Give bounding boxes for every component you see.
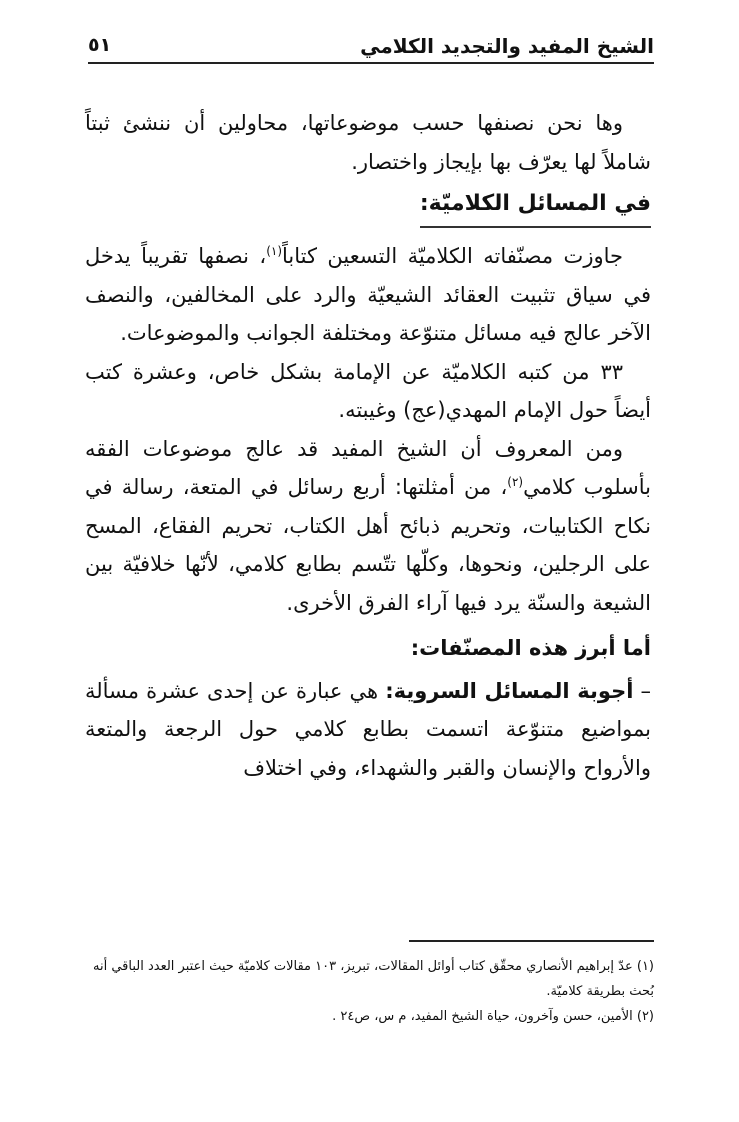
paragraph-1	[85, 237, 651, 353]
footnote-ref-1[interactable]: (١)	[266, 244, 283, 258]
list-item-title: أجوبة المسائل السروية:	[385, 678, 634, 703]
paragraph-3-start: ومن المعروف أن الشيخ المفيد قد عالج موضوعات الفقه بأسلوب كلامي	[85, 436, 651, 499]
list-dash: –	[640, 678, 651, 703]
header-rule	[88, 62, 654, 64]
paragraph-1-end: ، نصفها تقريباً يدخل في سياق تثبيت العقائد الشيعيّة والرد على المخالفين، والنصف الآخر عالج فيه مسائل متنوّعة ومختلفة الجوانب والموضوعات.	[85, 244, 651, 345]
section-heading-block	[85, 187, 651, 228]
subheading: أما أبرز هذه المصنّفات:	[410, 636, 651, 660]
paragraph-3-end: ، من أمثلتها: أربع رسائل في المتعة، رسالة في نكاح الكتابيات، وتحريم ذبائح أهل الكتاب، تحريم الفقاع، المسح على الرجلين، ونحوها، وكلّها تتّسم بطابع كلامي، لأنّها خلافيّة بين الشيعة والسنّة يرد فيها آراء الفرق الأخرى.	[85, 475, 651, 615]
paragraph-3	[85, 430, 651, 623]
intro-paragraph: وها نحن نصنفها حسب موضوعاتها، محاولين أن ننشئ ثبتاً شاملاً لها يعرّف بها بإيجاز واختصار.	[85, 111, 651, 174]
paragraph-2: ٣٣ من كتبه الكلاميّة عن الإمامة بشكل خاص، وعشرة كتب أيضاً حول الإمام المهدي(عج) وغيبته.	[85, 359, 651, 422]
running-title: الشيخ المفيد والتجديد الكلامي	[360, 34, 654, 58]
paragraph-1-start: جاوزت مصنّفاته الكلاميّة التسعين كتاباً	[282, 244, 623, 268]
list-item	[85, 672, 651, 788]
footnotes	[88, 940, 654, 1029]
footnote-ref-2[interactable]: (٢)	[507, 475, 524, 489]
footnote-1: (١) عدّ إبراهيم الأنصاري محقّق كتاب أوائل المقالات، تبريز، ١٠٣ مقالات كلاميّة حيث اعتبر العدد الباقي أنه بُحث بطريقة كلاميّة.	[92, 959, 654, 999]
footnote-2: (٢) الأمين، حسن وآخرون، حياة الشيخ المفيد، م س، ص٢٤ .	[332, 1009, 654, 1024]
footnote-rule	[409, 940, 654, 942]
list-item-text: هي عبارة عن إحدى عشرة مسألة بمواضيع متنوّعة اتسمت بطابع كلامي حول الرجعة والمتعة والأرواح والإنسان والقبر والشهداء، وفي اختلاف	[85, 678, 651, 780]
page-number: ٥١	[88, 34, 112, 56]
page-header	[88, 30, 654, 64]
body-text	[85, 104, 651, 787]
section-heading: في المسائل الكلاميّة:	[420, 187, 651, 228]
